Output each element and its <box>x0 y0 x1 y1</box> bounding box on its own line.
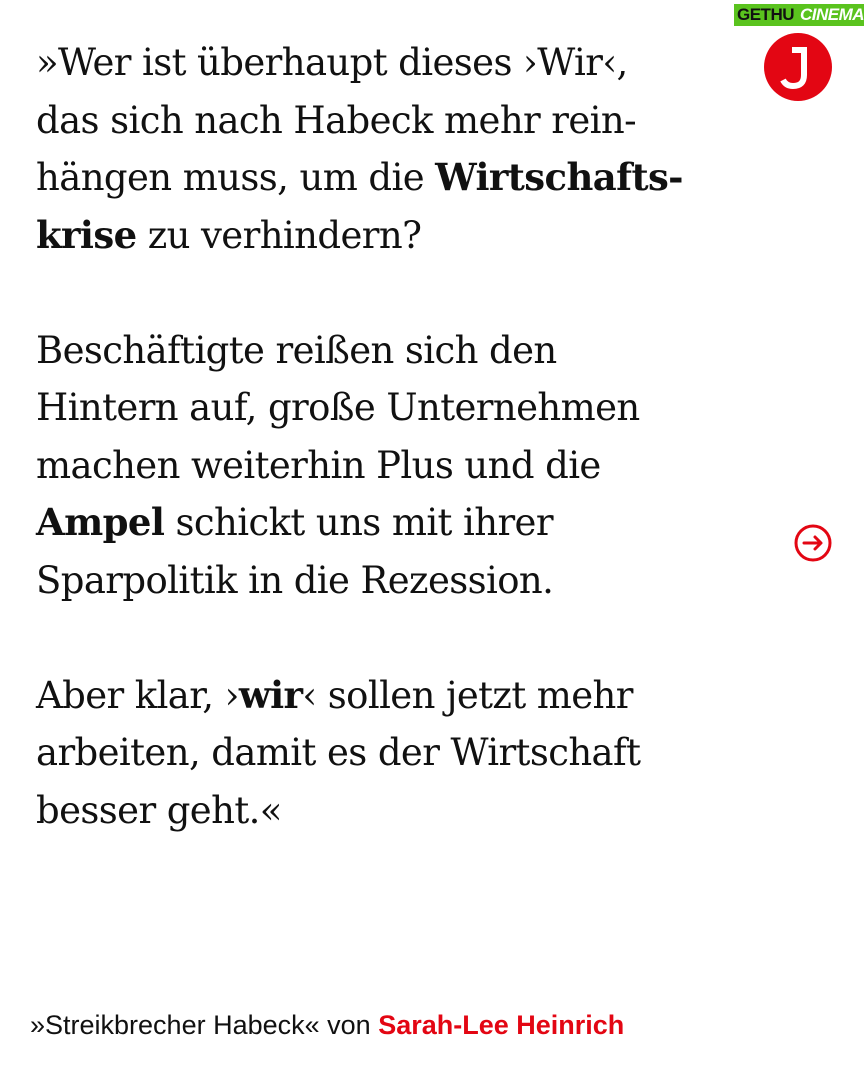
attribution-source: »Streikbrecher Habeck« von <box>30 1010 379 1040</box>
j-logo-icon <box>764 33 832 101</box>
quote-line: arbeiten, damit es der Wirtschaft <box>36 731 641 774</box>
quote-fragment: hängen muss, um die <box>36 156 436 199</box>
quote-emphasis: krise <box>36 212 137 257</box>
quote-fragment: schickt uns mit ihrer <box>164 501 553 544</box>
quote-line: »Wer ist überhaupt dieses ›Wir‹, <box>36 41 628 84</box>
quote-fragment: Aber klar, › <box>36 673 239 717</box>
quote-paragraph-3 <box>36 667 736 840</box>
quote-line: Beschäftigte reißen sich den <box>36 328 557 372</box>
watermark <box>734 4 864 26</box>
quote-paragraph-2 <box>36 322 736 610</box>
quote-emphasis: Wirtschafts- <box>435 155 683 199</box>
watermark-right-text: CINEMA <box>797 4 864 26</box>
quote-line <box>36 494 736 552</box>
quote-line: das sich nach Habeck mehr rein- <box>36 98 637 142</box>
quote-fragment: ‹ sollen jetzt mehr <box>302 673 633 717</box>
quote-line <box>36 667 736 725</box>
quote-paragraph-1 <box>36 34 736 264</box>
quote-line: machen weiterhin Plus und die <box>36 443 601 487</box>
quote-text <box>36 34 736 839</box>
quote-attribution <box>30 1010 624 1041</box>
quote-line: Sparpolitik in die Rezession. <box>36 558 554 602</box>
arrow-right-circle-icon <box>793 523 833 563</box>
next-slide-button[interactable] <box>793 523 833 563</box>
brand-logo <box>764 33 832 101</box>
quote-fragment: zu verhindern? <box>136 213 422 257</box>
quote-line: Hintern auf, große Unternehmen <box>36 386 640 429</box>
quote-line: besser geht.« <box>36 788 282 832</box>
quote-emphasis: Ampel <box>36 500 165 544</box>
quote-line <box>36 207 736 265</box>
quote-line <box>36 149 736 207</box>
quote-emphasis: wir <box>238 672 303 717</box>
watermark-left-text: GETHU <box>734 4 797 26</box>
attribution-author: Sarah-Lee Heinrich <box>378 1010 625 1040</box>
